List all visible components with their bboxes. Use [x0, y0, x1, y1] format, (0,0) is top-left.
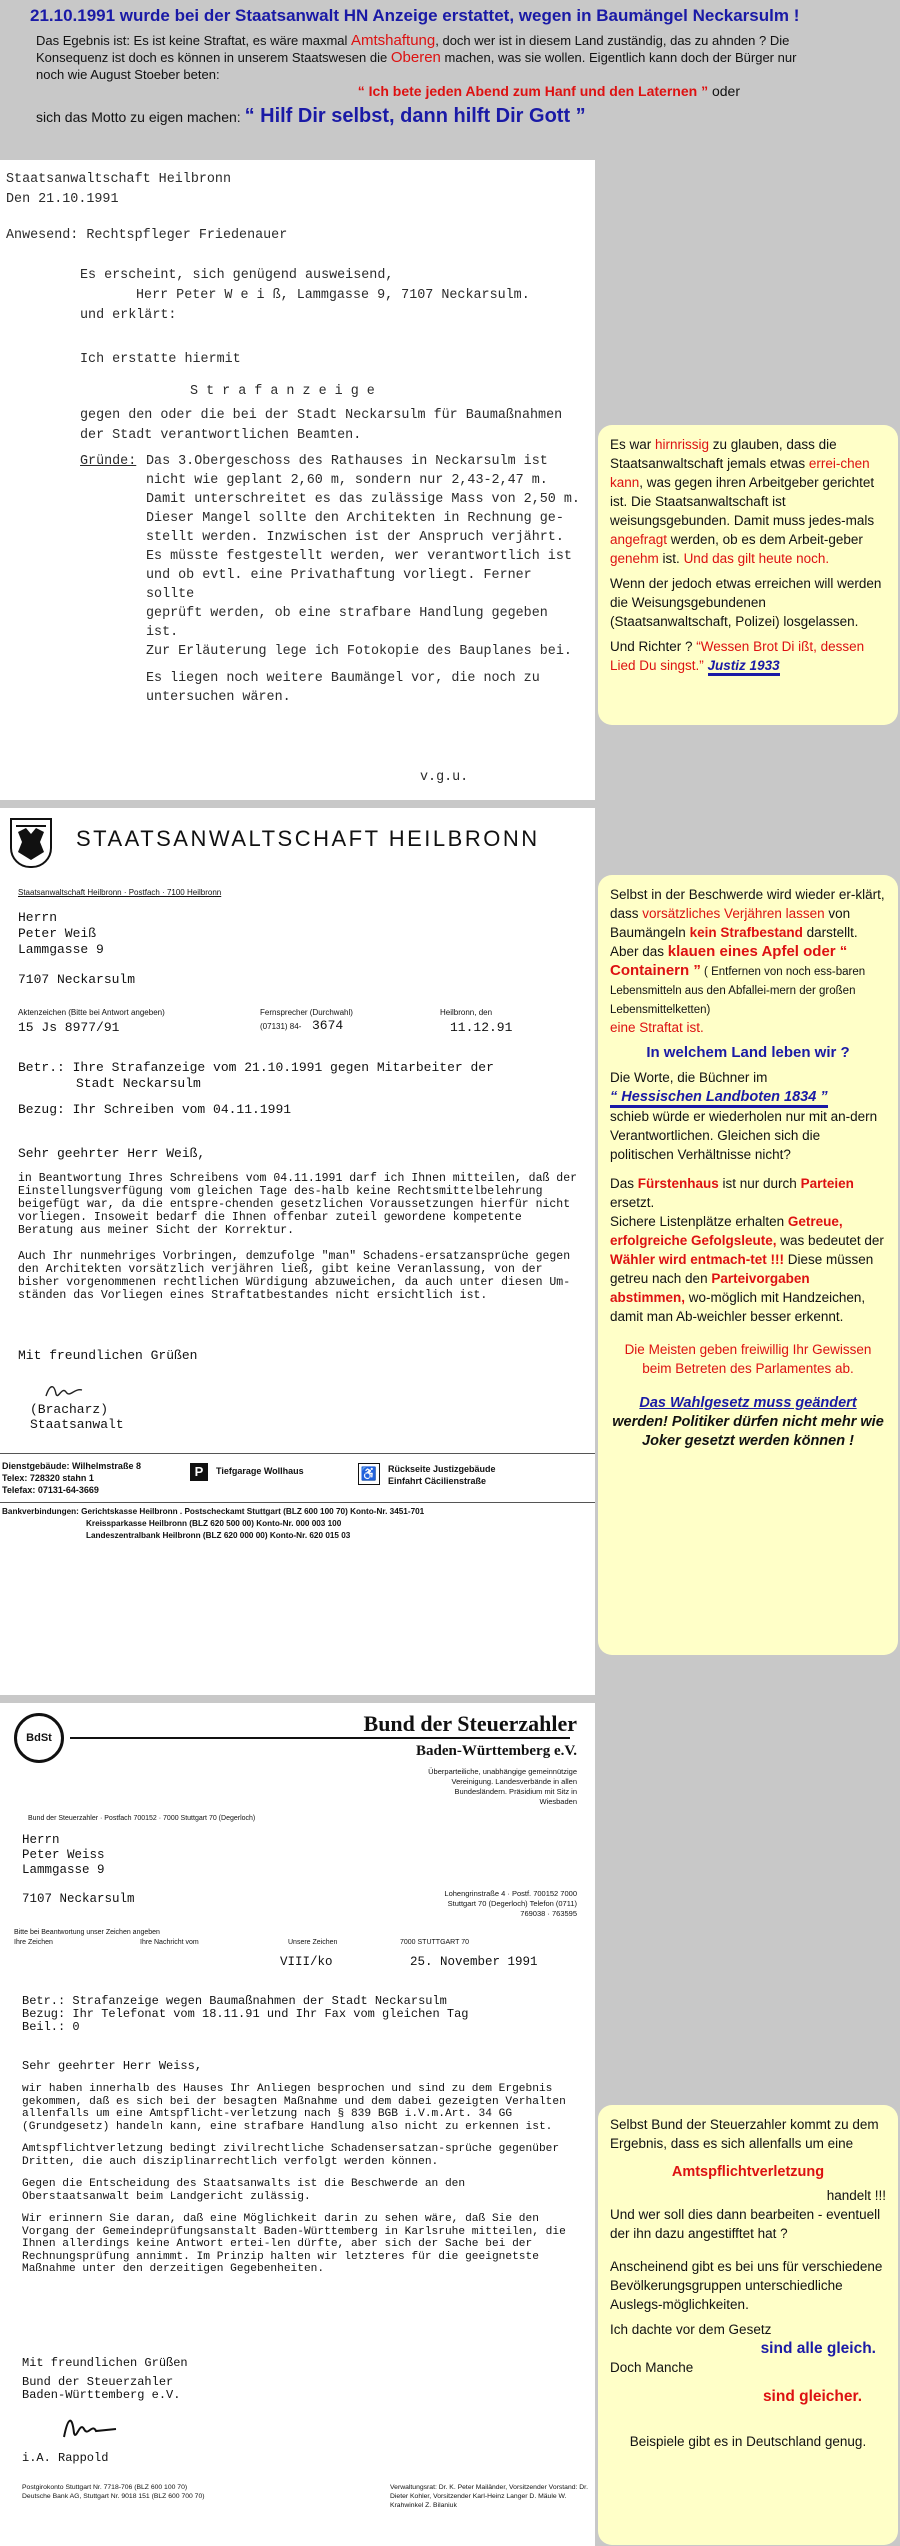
- note2-para4: [610, 1068, 886, 1164]
- note-text: von Baumängeln: [610, 906, 851, 940]
- note-highlight: kein Strafbestand: [689, 925, 803, 940]
- landbote-label: “ Hessischen Landboten 1834 ”: [610, 1089, 828, 1108]
- header-rule: [70, 1737, 570, 1739]
- footer-line: Kreissparkasse Heilbronn (BLZ 620 500 00) Konto-Nr. 000 003 100: [86, 1519, 342, 1528]
- letter-date: 25. November 1991: [410, 1955, 538, 1969]
- note-highlight: klauen eines Apfel oder “ Containern ”: [610, 943, 848, 979]
- letter-salutation: Sehr geehrter Herr Weiss,: [22, 2059, 203, 2073]
- comment-note-politics: [598, 875, 898, 1655]
- reference-hint: Bitte bei Beantwortung unser Zeichen angeben: [14, 1929, 160, 1936]
- wheelchair-icon: ♿: [358, 1463, 380, 1485]
- note1-para1: [610, 435, 886, 568]
- note3-law: Ich dachte vor dem Gesetz: [610, 2322, 772, 2337]
- address-line: Herrn: [18, 910, 58, 925]
- footer-address: [2, 1460, 141, 1496]
- note-highlight: Fürstenhaus: [637, 1176, 719, 1191]
- reason-line: Das 3.Obergeschoss des Rathauses in Neckarsulm ist: [146, 454, 548, 469]
- note-highlight: Und das gilt heute noch.: [683, 551, 830, 566]
- note3-interpretation: Anscheinend gibt es bei uns für verschiedene Bevölkerungsgruppen unterschiedliche Auslegs-möglichkeiten.: [610, 2259, 883, 2312]
- coat-of-arms-icon: [10, 818, 52, 868]
- protocol-strafanzeige: S t r a f a n z e i g e: [190, 384, 375, 399]
- page-title: 21.10.1991 wurde bei der Staatsanwalt HN Anzeige erstattet, wegen in Baumängel Neckarsulm !: [30, 6, 800, 25]
- letter-subject: [18, 1060, 494, 1118]
- note-highlight: Getreue, erfolgreiche Gefolgsleute,: [610, 1214, 843, 1248]
- note-highlight: Parteivorgaben abstimmen,: [610, 1271, 810, 1305]
- note-text: ( Entfernen von noch ess-baren Lebensmitteln aus den Abfallei-mern der großen Lebensmittelketten): [610, 966, 866, 1016]
- protocol-line: der Stadt verantwortlichen Beamten.: [80, 428, 362, 443]
- footer-line: Bankverbindungen: Gerichtskasse Heilbronn . Postscheckamt Stuttgart (BLZ 600 100 70) Konto-Nr. 3451-701: [2, 1507, 425, 1516]
- intro-line2a: Konsequenz ist doch es können in unserem Staatswesen die: [36, 50, 391, 65]
- note-text: schieb würde er wiederholen nur mit an-dern Verantwortlichen. Gleichen sich die politischen Verhältnisse nicht?: [610, 1109, 878, 1162]
- footer-access: [388, 1463, 496, 1487]
- address-line: Peter Weiß: [18, 926, 97, 941]
- taxpayers-org-name: Bund der Steuerzahler: [363, 1711, 577, 1736]
- motto-line: [36, 105, 890, 128]
- note-text: Diese müssen getreu nach den: [610, 1252, 874, 1286]
- footer-line: Einfahrt Cäcilienstraße: [388, 1476, 487, 1486]
- note2-conscience: Die Meisten geben freiwillig Ihr Gewissen beim Betreten des Parlamentes ab.: [624, 1342, 872, 1376]
- intro-line2c: machen, was sie wollen. Eigentlich kann doch der Bürger nur: [440, 50, 797, 65]
- reason-line: untersuchen wären.: [146, 690, 291, 705]
- reference-line: Bezug: Ihr Telefonat vom 18.11.91 und Ihr Fax vom gleichen Tag: [22, 2007, 469, 2021]
- note3-some: Doch Manche: [610, 2360, 694, 2375]
- signature-icon: [44, 1380, 84, 1402]
- note-highlight: Wähler wird entmach-tet !!!: [610, 1252, 785, 1267]
- note-text: Und Richter ?: [610, 639, 697, 654]
- note2-wahlgesetz: [610, 1394, 886, 1451]
- subject-line: Betr.: Strafanzeige wegen Baumaßnahmen der Stadt Neckarsulm: [22, 1994, 447, 2008]
- note-text: Das: [610, 1176, 638, 1191]
- note-text: Die Worte, die Büchner im: [610, 1070, 768, 1085]
- note1-para3: [610, 637, 886, 675]
- col-your-message: Ihre Nachricht vom: [140, 1939, 199, 1946]
- note-text: ersetzt.: [610, 1195, 655, 1210]
- note-highlight: angefragt: [610, 532, 668, 547]
- taxpayers-org-region: Baden-Württemberg e.V.: [416, 1743, 577, 1759]
- subject-line: Betr.: Ihre Strafanzeige vom 21.10.1991 gegen Mitarbeiter der: [18, 1060, 494, 1075]
- protocol-line: Es erscheint, sich genügend ausweisend,: [80, 268, 394, 283]
- protocol-person: Herr Peter W e i ß, Lammgasse 9, 7107 Neckarsulm.: [136, 288, 530, 303]
- protocol-date: Den 21.10.1991: [6, 192, 119, 207]
- address-line: 7107 Neckarsulm: [18, 972, 136, 987]
- logo-text: BdSt: [26, 1732, 52, 1744]
- address-line: Lammgasse 9: [18, 942, 104, 957]
- reason-line: geprüft werden, ob eine strafbare Handlung gegeben ist.: [146, 606, 548, 640]
- reason-line: und ob evtl. eine Privathaftung vorliegt. Ferner sollte: [146, 568, 532, 602]
- letter-closing: Mit freundlichen Grüßen: [22, 2356, 188, 2370]
- reason-line: Es müsste festgestellt werden, wer verantwortlich ist: [146, 549, 572, 564]
- address-line: Peter Weiss: [22, 1848, 105, 1862]
- phone-extension: 3674: [312, 1018, 344, 1033]
- motto-lead: sich das Motto zu eigen machen:: [36, 109, 245, 125]
- prosecutor-letter: [0, 808, 595, 1695]
- wahlgesetz-label: Das Wahlgesetz muss geändert: [639, 1395, 857, 1411]
- note-text: wo-möglich mit Handzeichen, damit man Ab-weichler besser erkennt.: [610, 1290, 866, 1324]
- file-number: 15 Js 8977/91: [18, 1020, 120, 1035]
- note-text: werden, ob es dem Arbeit-geber: [667, 532, 863, 547]
- closing-org: Bund der Steuerzahler: [22, 2375, 174, 2389]
- hanf-quote-text: “ Ich bete jeden Abend zum Hanf und den Laternen ”: [357, 83, 709, 99]
- protocol-line: gegen den oder die bei der Stadt Neckarsulm für Baumaßnahmen: [80, 408, 563, 423]
- intro-line3: noch wie August Stoeber beten:: [36, 67, 220, 82]
- col-place: 7000 STUTTGART 70: [400, 1939, 469, 1946]
- taxpayers-sender-line: Bund der Steuerzahler · Postfach 700152 · 7000 Stuttgart 70 (Degerloch): [28, 1815, 256, 1822]
- note-text: was bedeutet der: [776, 1233, 884, 1248]
- note-highlight: genehm: [610, 551, 659, 566]
- intro-line1a: Das Egebnis ist: Es ist keine Straftat, es wäre maxmal: [36, 33, 352, 48]
- note3-examples: Beispiele gibt es in Deutschland genug.: [629, 2434, 867, 2449]
- note-highlight: errei-chen kann: [610, 456, 870, 490]
- footer-board: Verwaltungsrat: Dr. K. Peter Mailänder, Vorsitzender Vorstand: Dr. Dieter Kohler, Vorsitzender Karl-Heinz Langer D. Mäule W. Krahwinkel Z. Bilaniuk: [390, 2484, 588, 2509]
- note3-intro: Selbst Bund der Steuerzahler kommt zu dem Ergebnis, dass es sich allenfalls um eine: [610, 2117, 879, 2151]
- taxpayers-contact: Lohengrinstraße 4 · Postf. 700152 7000 Stuttgart 70 (Degerloch) Telefon (0711) 769038 · 763595: [444, 1889, 577, 1918]
- prosecutor-sender-line: Staatsanwaltschaft Heilbronn · Postfach · 7100 Heilbronn: [18, 888, 222, 897]
- taxpayers-recipient: [22, 1833, 135, 1907]
- taxpayers-org-description: Überparteiliche, unabhängige gemeinnützige Vereinigung. Landesverbände in allen Bundesländern. Präsidium mit Sitz in Wiesbaden: [428, 1767, 577, 1806]
- reason-line: stellt werden. Inzwischen ist der Anspruch verjährt.: [146, 530, 564, 545]
- letter-paragraph: wir haben innerhalb des Hauses Ihr Anliegen besprochen und sind zu dem Ergebnis gekommen, daß es sich bei der besagten Maßnahme und dem dabei gezeigten Verhalten allenfalls um eine Amtspflicht-verletzung nach § 839 BGB i.V.m.Art. 34 GG (Grundgesetz) handeln kann, eine strafbare Handlung also nicht zu erkennen ist.: [22, 2083, 566, 2133]
- reason-line: Damit unterschreitet es das zulässige Mass von 2,50 m.: [146, 492, 580, 507]
- note-text: Selbst in der Beschwerde wird wieder er-klärt, dass: [610, 887, 885, 921]
- letter-salutation: Sehr geehrter Herr Weiß,: [18, 1146, 206, 1161]
- motto-quote: “ Hilf Dir selbst, dann hilft Dir Gott ”: [244, 105, 586, 127]
- intro-amtshaftung: Amtshaftung: [351, 32, 436, 49]
- note3-all-equal: sind alle gleich.: [760, 2340, 876, 2357]
- enclosure-line: Beil.: 0: [22, 2020, 80, 2034]
- address-line: Herrn: [22, 1833, 60, 1847]
- prosecutor-recipient: [18, 910, 135, 988]
- footer-line: Telex: 728320 stahn 1: [2, 1473, 94, 1483]
- intro-oberen: Oberen: [390, 49, 441, 66]
- reason-line: nicht wie geplant 2,60 m, sondern nur 2,43-2,47 m.: [146, 473, 548, 488]
- reason-line: Zur Erläuterung lege ich Fotokopie des Bauplanes bei.: [146, 644, 572, 659]
- closing-org: Baden-Württemberg e.V.: [22, 2388, 181, 2402]
- place-date-label: Heilbronn, den: [440, 1008, 493, 1017]
- letter-paragraph: Amtspflichtverletzung bedingt zivilrechtliche Schadensersatzan-sprüche gegenüber Dritten, die auch disziplinarrechtlich verfolgt werden können.: [22, 2143, 560, 2168]
- address-line: 7107 Neckarsulm: [22, 1892, 135, 1906]
- address-line: Lammgasse 9: [22, 1863, 105, 1877]
- note3-amtspflicht: Amtspflichtverletzung: [671, 2164, 825, 2180]
- note-text: Aber das: [610, 944, 668, 959]
- reason-line: Es liegen noch weitere Baumängel vor, die noch zu: [146, 671, 540, 686]
- hanf-quote-tail: oder: [708, 83, 740, 99]
- note-text: werden! Politiker dürfen nicht mehr wie Joker gesetzt werden können !: [612, 1414, 884, 1449]
- subject-line: Stadt Neckarsulm: [76, 1076, 201, 1091]
- footer-divider: [0, 1502, 595, 1503]
- protocol-reasons-label: Gründe:: [80, 454, 137, 469]
- justiz-1933-label: Justiz 1933: [708, 658, 780, 676]
- note2-question: In welchem Land leben wir ?: [646, 1044, 850, 1061]
- note-text: ist.: [658, 551, 684, 566]
- letter-closing: Mit freundlichen Grüßen: [18, 1348, 198, 1363]
- footer-line: Rückseite Justizgebäude: [388, 1464, 496, 1474]
- note3-question: Und wer soll dies dann bearbeiten - eventuell der ihn dazu angestifftet hat ?: [610, 2207, 881, 2241]
- comment-note-justiz: [598, 425, 898, 725]
- protocol-document: [0, 160, 595, 800]
- footer-bank: Postgirokonto Stuttgart Nr. 7718-706 (BLZ 600 100 70) Deutsche Bank AG, Stuttgart Nr. 9018 151 (BLZ 600 700 70): [22, 2484, 205, 2500]
- letter-body: [22, 2083, 577, 2276]
- footer-divider: [0, 1453, 595, 1454]
- note2-straftat: eine Straftat ist.: [610, 1020, 704, 1035]
- protocol-line: und erklärt:: [80, 308, 177, 323]
- note1-para2: Wenn der jedoch etwas erreichen will werden die Weisungsgebundenen (Staatsanwaltschaft, Polizei) losgelassen.: [610, 576, 882, 629]
- footer-line: Dienstgebäude: Wilhelmstraße 8: [2, 1461, 141, 1471]
- note-text: darstellt.: [802, 925, 858, 940]
- note3-handelt: handelt !!!: [826, 2188, 886, 2203]
- col-your-ref: Ihre Zeichen: [14, 1939, 53, 1946]
- reference-line: Bezug: Ihr Schreiben vom 04.11.1991: [18, 1102, 292, 1117]
- phone-prefix: (07131) 84-: [260, 1022, 302, 1031]
- footer-line: Telefax: 07131-64-3669: [2, 1485, 99, 1495]
- protocol-reasons: [146, 452, 586, 707]
- intro-text: [36, 32, 890, 83]
- file-number-label: Aktenzeichen (Bitte bei Antwort angeben): [18, 1008, 165, 1017]
- reason-line: Dieser Mangel sollte den Architekten in Rechnung ge-: [146, 511, 564, 526]
- signatory-name: i.A. Rappold: [22, 2451, 109, 2465]
- note-text: , was gegen ihren Arbeitgeber gerichtet ist. Die Staatsanwaltschaft ist weisungsgebunden. Damit muss jedes-mals: [610, 475, 875, 528]
- footer-line: Landeszentralbank Heilbronn (BLZ 620 000 00) Konto-Nr. 620 015 03: [86, 1531, 351, 1540]
- letter-signatory: [30, 1402, 124, 1432]
- phone-label: Fernsprecher (Durchwahl): [260, 1008, 353, 1017]
- letter-subject: [22, 1995, 468, 2034]
- note-highlight: “Wessen Brot Di ißt, dessen Lied Du singst.”: [610, 639, 865, 673]
- hanf-quote: [10, 83, 740, 99]
- comment-note-taxpayers: [598, 2105, 898, 2545]
- letter-paragraph: in Beantwortung Ihres Schreibens vom 04.11.1991 darf ich Ihnen mitteilen, daß der Einstellungsverfügung vom gleichen Tage des-halb keine Rechtsmittelbelehrung beigefügt war, da die entspre-chenden gesetzlichen Voraussetzungen hierfür nicht vorliegen. Insoweit bedarf die Ihnen offenbar zuteil gewordene kompetente Beratung aus meiner Sicht der Korrektur.: [18, 1172, 577, 1237]
- note2-para6: [610, 1212, 886, 1326]
- footer-bank: [2, 1506, 424, 1542]
- footer-parking: Tiefgarage Wollhaus: [216, 1466, 304, 1476]
- letter-paragraph: Auch Ihr nunmehriges Vorbringen, demzufolge "man" Schadens-ersatzansprüche gegen den Architekten vorsätzlich verjähren ließ, gibt keine Veranlassung, von der bisher vorgenommenen rechtlichen Würdigung abzuweichen, da auch unter diesen Um-ständen das Vorliegen eines Straftatbestandes nicht ersichtlich ist.: [18, 1250, 571, 1302]
- note-text: Es war: [610, 437, 656, 452]
- col-our-ref: Unsere Zeichen: [288, 1939, 338, 1946]
- signatory-name: (Bracharz): [30, 1402, 109, 1417]
- signature-icon: [60, 2411, 120, 2445]
- letter-closing-block: [22, 2357, 188, 2402]
- signatory-title: Staatsanwalt: [30, 1417, 124, 1432]
- letter-date: 11.12.91: [450, 1020, 513, 1035]
- letter-paragraph: Gegen die Entscheidung des Staatsanwalts ist die Beschwerde an den Oberstaatsanwalt beim Landgericht zulässig.: [22, 2178, 466, 2203]
- protocol-vgu: v.g.u.: [420, 770, 469, 785]
- parking-icon: P: [190, 1463, 208, 1481]
- taxpayers-letter: [0, 1703, 595, 2546]
- protocol-line: Ich erstatte hiermit: [80, 352, 241, 367]
- note2-para2: [610, 942, 886, 1018]
- note2-para1: [610, 885, 886, 942]
- note-highlight: Parteien: [800, 1176, 854, 1191]
- note2-para5: [610, 1174, 886, 1212]
- page-header: [10, 6, 890, 156]
- protocol-present: Anwesend: Rechtspfleger Friedenauer: [6, 228, 288, 243]
- prosecutor-agency-name: STAATSANWALTSCHAFT HEILBRONN: [76, 826, 540, 851]
- our-reference: VIII/ko: [280, 1955, 333, 1969]
- note-text: zu glauben, dass die Staatsanwaltschaft jemals etwas: [610, 437, 837, 471]
- taxpayers-logo-icon: [14, 1713, 64, 1763]
- note-text: Sichere Listenplätze erhalten: [610, 1214, 788, 1229]
- note-highlight: vorsätzliches Verjähren lassen: [642, 906, 825, 921]
- note-text: ist nur durch: [718, 1176, 801, 1191]
- note-highlight: hirnrissig: [655, 437, 710, 452]
- letter-paragraph: Wir erinnern Sie daran, daß eine Möglichkeit darin zu sehen wäre, daß Sie den Vorgang der Gemeindeprüfungsanstalt Baden-Württemberg in Karlsruhe mitteilen, die Ihnen allerdings keine Antwort ertei-len dürfte, aber sich der Sache bei der Rechnungsprüfung annimmt. Im Prinzip halten wir letzteres für die geeignetste Maßnahme unter den derzeitigen Gegebenheiten.: [22, 2213, 566, 2275]
- note3-more-equal: sind gleicher.: [762, 2388, 862, 2405]
- intro-line1c: , doch wer ist in diesem Land zuständig, das zu ahnden ? Die: [435, 33, 790, 48]
- protocol-agency: Staatsanwaltschaft Heilbronn: [6, 172, 231, 187]
